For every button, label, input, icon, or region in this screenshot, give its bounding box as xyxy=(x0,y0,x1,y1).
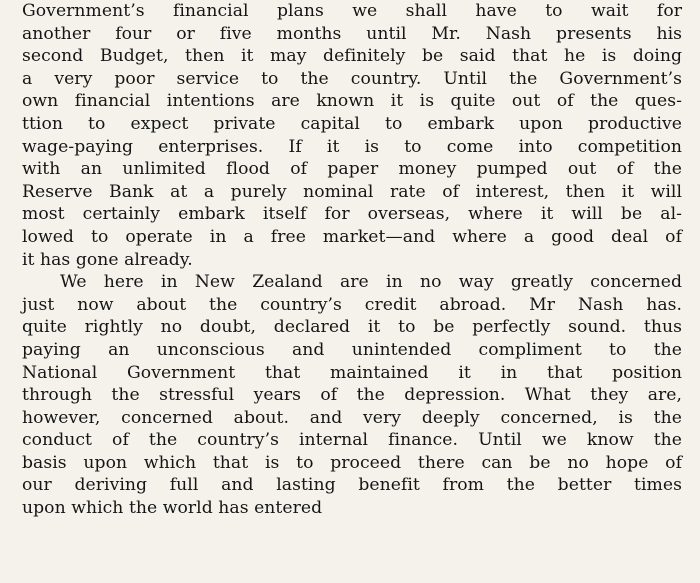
text-line: Government’s financial plans we shall have to wait for xyxy=(22,1,682,21)
text-column xyxy=(22,0,682,520)
paragraph-2 xyxy=(22,271,682,520)
paragraph-1 xyxy=(22,0,682,271)
text-line: We here in New Zealand are in no way greatly concerned xyxy=(60,272,682,293)
text-line: lowed to operate in a free market—and where a good deal of xyxy=(22,226,682,247)
text-line: second Budget, then it may definitely be said that he is doing xyxy=(22,46,682,67)
text-line: it has gone already. xyxy=(22,249,193,270)
text-line: however, concerned about. and very deeply concerned, is the xyxy=(22,407,682,428)
text-line: quite rightly no doubt, declared it to be perfectly sound. thus xyxy=(22,317,682,338)
text-line: ttion to expect private capital to embark upon productive xyxy=(22,113,682,134)
text-line: own financial intentions are known it is quite out of the ques- xyxy=(22,91,682,112)
text-line: through the stressful years of the depression. What they are, xyxy=(22,385,682,406)
text-line: with an unlimited flood of paper money pumped out of the xyxy=(22,159,682,180)
text-line: National Government that maintained it in that position xyxy=(22,362,682,383)
text-line: Reserve Bank at a purely nominal rate of interest, then it will xyxy=(22,181,682,202)
text-line: wage-paying enterprises. If it is to come into competition xyxy=(22,136,682,157)
text-line: paying an unconscious and unintended compliment to the xyxy=(22,339,682,360)
text-line: just now about the country’s credit abroad. Mr Nash has. xyxy=(22,294,682,315)
text-line: conduct of the country’s internal finance. Until we know the xyxy=(22,430,682,451)
text-line: a very poor service to the country. Until the Government’s xyxy=(22,68,682,89)
text-line: basis upon which that is to proceed there can be no hope of xyxy=(22,452,682,473)
text-line: our deriving full and lasting benefit from the better times xyxy=(22,475,682,496)
text-line: most certainly embark itself for overseas, where it will be al- xyxy=(22,204,682,225)
text-line: another four or five months until Mr. Nash presents his xyxy=(22,23,682,44)
text-line: upon which the world has entered xyxy=(22,498,323,519)
